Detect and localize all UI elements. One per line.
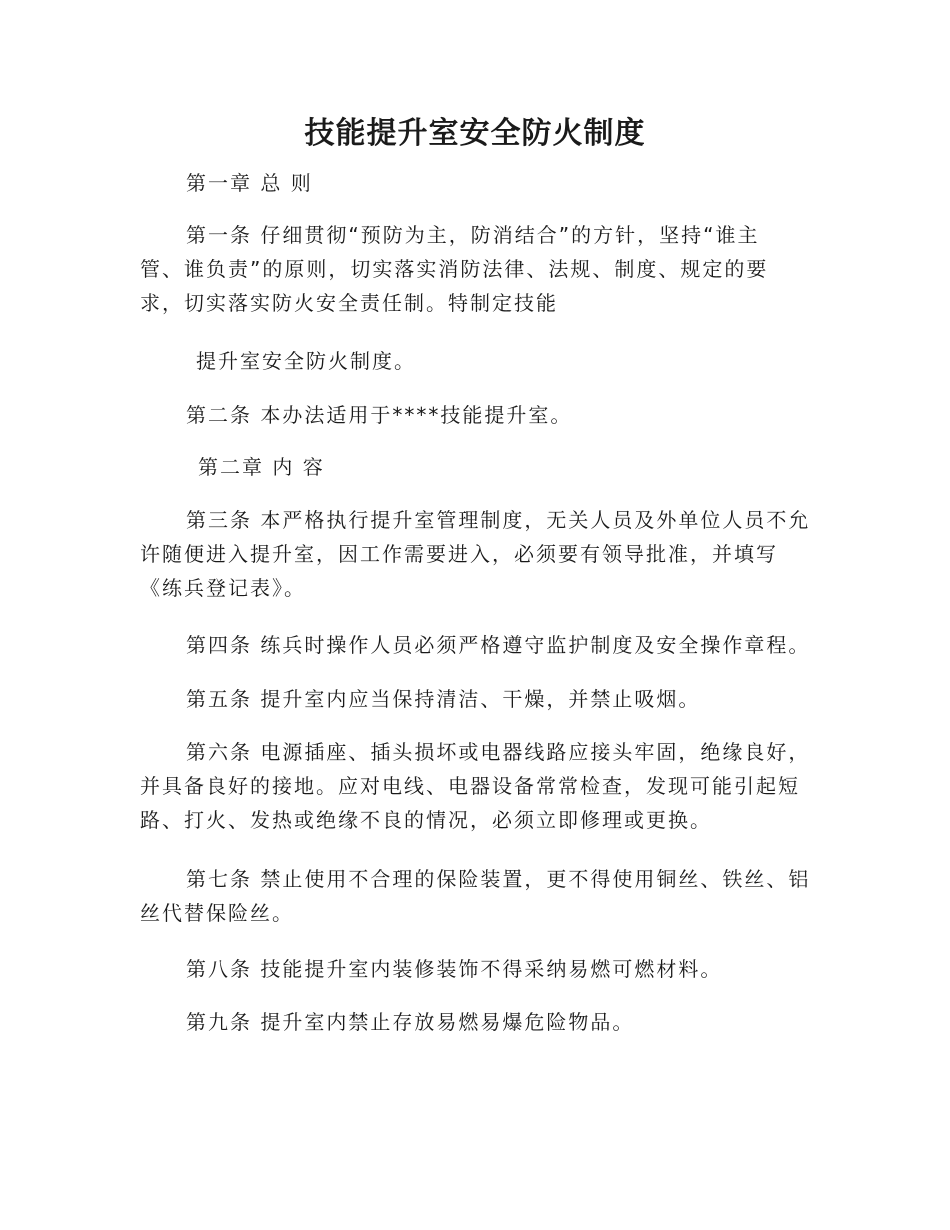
article-two-text: 第二条 本办法适用于****技能提升室。: [186, 403, 573, 427]
chapter-two-text: 第二章 内 容: [198, 455, 325, 479]
article-eight-text: 第八条 技能提升室内装修装饰不得采纳易燃可燃材料。: [186, 957, 723, 981]
article-one-continuation: [140, 344, 810, 378]
article-one: [140, 218, 810, 320]
article-one-line-4: 提升室安全防火制度。: [196, 349, 416, 373]
article-five: [140, 682, 810, 716]
article-eight: [140, 952, 810, 986]
article-nine-text: 第九条 提升室内禁止存放易燃易爆危险物品。: [186, 1010, 635, 1034]
article-three-line-1: 第三条 本严格执行提升室管理制度，无关人员及外单位人员不允: [186, 508, 811, 532]
article-one-line-2: 管、谁负责”的原则，切实落实消防法律、法规、制度、规定的要: [140, 257, 769, 281]
chapter-one-heading: [140, 166, 810, 200]
article-seven-line-1: 第七条 禁止使用不合理的保险装置，更不得使用铜丝、铁丝、铝: [186, 867, 811, 891]
article-one-line-3: 求，切实落实防火安全责任制。特制定技能: [140, 291, 558, 315]
article-three: [140, 503, 810, 605]
article-six-line-2: 并具备良好的接地。应对电线、电器设备常常检查，发现可能引起短: [140, 774, 800, 798]
document-title: 技能提升室安全防火制度: [304, 116, 646, 151]
article-five-text: 第五条 提升室内应当保持清洁、干燥，并禁止吸烟。: [186, 687, 701, 711]
article-six-line-3: 路、打火、发热或绝缘不良的情况，必须立即修理或更换。: [140, 808, 712, 832]
article-three-line-3: 《练兵登记表》。: [140, 576, 306, 600]
article-one-line-1: 第一条 仔细贯彻“预防为主，防消结合”的方针，坚持“谁主: [186, 223, 760, 247]
article-six-line-1: 第六条 电源插座、插头损坏或电器线路应接头牢固，绝缘良好，: [186, 740, 811, 764]
article-four: [140, 628, 810, 662]
article-four-text: 第四条 练兵时操作人员必须严格遵守监护制度及安全操作章程。: [186, 633, 811, 657]
chapter-one-text: 第一章 总 则: [186, 171, 313, 195]
article-seven: [140, 862, 810, 930]
article-seven-line-2: 丝代替保险丝。: [140, 901, 294, 925]
article-six: [140, 735, 810, 837]
article-three-line-2: 许随便进入提升室，因工作需要进入，必须要有领导批准，并填写: [140, 542, 778, 566]
article-two: [140, 398, 810, 432]
chapter-two-heading: [140, 450, 810, 484]
article-nine: [140, 1005, 810, 1039]
